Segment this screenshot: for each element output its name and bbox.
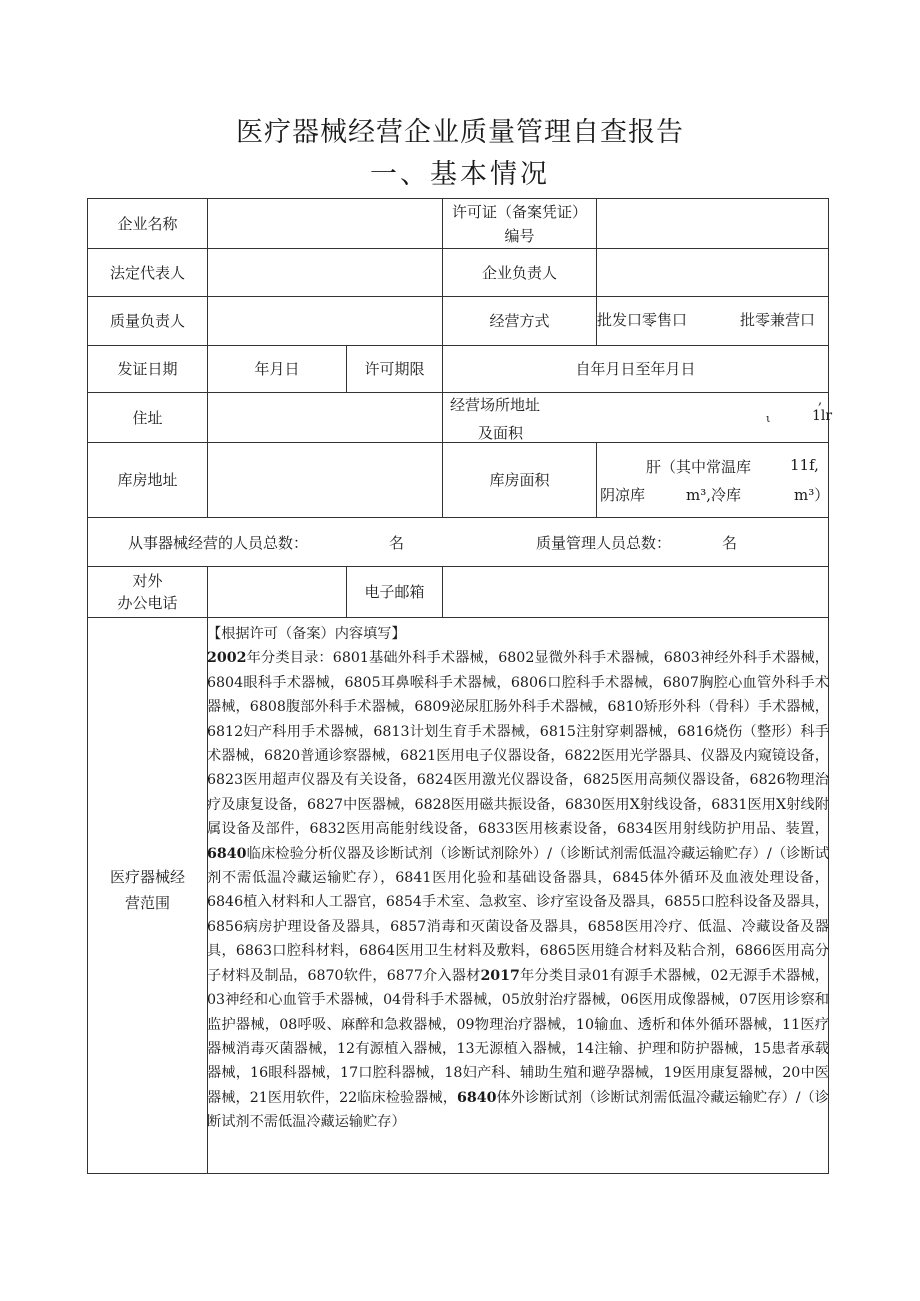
- scope-6840-b-text: 体外诊断试剂（诊断试剂需低温冷藏运输贮存）/（诊断试剂不需低温冷藏运输贮存）: [207, 1089, 829, 1131]
- document-title: 医疗器械经营企业质量管理自查报告: [236, 117, 684, 148]
- scope-2017-year: 2017: [480, 967, 520, 984]
- premises-mark-small: ι: [766, 412, 771, 425]
- premises-area-unit: 1lr: [812, 408, 833, 424]
- license-no-field[interactable]: [597, 199, 828, 248]
- mode-wholesale-retail-option[interactable]: 批发口零售口: [597, 311, 688, 329]
- premises-mark-comma: ,: [818, 393, 823, 408]
- quality-head-label: 质量负责人: [109, 312, 185, 330]
- phone-label-line1: 对外: [132, 572, 163, 590]
- legal-rep-field[interactable]: [208, 249, 442, 296]
- scope-2002-year: 2002: [207, 650, 247, 667]
- warehouse-addr-label: 库房地址: [117, 471, 178, 489]
- scope-label: [88, 860, 207, 920]
- scope-label-line2: 营范围: [124, 894, 170, 912]
- scope-intro: 【根据许可（备案）内容填写】: [207, 626, 406, 642]
- premises-label-line1: 经营场所地址: [450, 396, 541, 414]
- company-name-label: 企业名称: [117, 214, 178, 233]
- warehouse-area-unit2: m³）: [794, 486, 830, 504]
- qm-total-unit: 名: [722, 534, 738, 552]
- validity-label: 许可期限: [364, 360, 425, 378]
- license-no-label-line1: 许可证（备案凭证）: [451, 202, 587, 221]
- issue-date-field[interactable]: 年月日: [254, 360, 300, 378]
- license-no-label-line2: 编号: [504, 226, 535, 245]
- scope-2002-text: 年分类目录：6801基础外科手术器械，6802显微外科手术器械，6803神经外科手术器械，6804眼科手术器械，6805耳鼻喉科手术器械，6806口腔科手术器械，6807胸腔心血管外科手术器械，6808腹部外科手术器械，6809泌尿肛肠外科手术器械，6810矫形外科（骨科）手术器械，6812妇产科用手术器械，6813计划生育手术器械，6815注射穿刺器械，6816烧伤（整形）科手术器械，6820普通诊察器械，6821医用电子仪器设备，6822医用光学器具、仪器及内窥镜设备，6823医用超声仪器及有关设备，6824医用激光仪器设备，6825医用高频仪器设备，6826物理治疗及康复设备，6827中医器械，6828医用磁共振设备，6830医用X射线设备，6831医用X射线附属设备及部件，6832医用高能射线设备，6833医用核素设备，6834医用射线防护用品、装置，: [207, 650, 829, 838]
- company-head-field[interactable]: [597, 249, 828, 296]
- warehouse-area-line2: 阴凉库: [600, 486, 646, 504]
- scope-label-line1: 医疗器械经: [109, 868, 185, 886]
- warehouse-area-line1: 肝（其中常温库: [646, 458, 752, 476]
- company-name-field[interactable]: [208, 199, 442, 248]
- phone-label-line2: 办公电话: [117, 594, 178, 612]
- validity-field[interactable]: 自年月日至年月日: [575, 360, 696, 378]
- staff-total-unit: 名: [389, 534, 405, 552]
- quality-head-field[interactable]: [208, 297, 442, 345]
- phone-field[interactable]: [208, 567, 346, 617]
- phone-label: [88, 567, 207, 617]
- business-scope-text: [207, 622, 829, 1135]
- staff-total-label: 从事器械经营的人员总数：: [128, 534, 309, 552]
- address-label: 住址: [132, 408, 163, 427]
- scope-body: [207, 646, 829, 1134]
- scope-6840-a-text: 临床检验分析仪器及诊断试剂（诊断试剂除外）/（诊断试剂需低温冷藏运输贮存）/（诊断试剂不需低温冷藏运输贮存），6841医用化验和基础设备器具，6845体外循环及血液处理设备，6846植入材料和人工器官，6854手术室、急救室、诊疗室设备及器具，6855口腔科设备及器具，6856病房护理设备及器具，6857消毒和灭菌设备及器具，6858医用冷疗、低温、冷藏设备及器具，6863口腔科材料，6864医用卫生材料及敷料，6865医用缝合材料及粘合剂，6866医用高分子材料及制品，6870软件，6877介入器材: [207, 845, 829, 984]
- warehouse-area-label: 库房面积: [489, 471, 550, 489]
- company-head-label: 企业负责人: [481, 263, 557, 282]
- warehouse-area-cold: m³,冷库: [686, 486, 742, 504]
- premises-label-line2: 及面积: [478, 424, 524, 442]
- section-heading: 一、基本情况: [370, 159, 550, 190]
- qm-total-label: 质量管理人员总数：: [536, 534, 672, 552]
- issue-date-label: 发证日期: [117, 360, 178, 378]
- warehouse-area-unit1: 11f,: [790, 456, 819, 474]
- warehouse-addr-field[interactable]: [208, 443, 442, 517]
- address-field[interactable]: [208, 393, 442, 442]
- business-mode-label: 经营方式: [489, 312, 550, 330]
- license-no-label: [443, 199, 596, 248]
- scope-2017-text: 年分类目录01有源手术器械，02无源手术器械，03神经和心血管手术器械，04骨科手术器械，05放射治疗器械，06医用成像器械，07医用诊察和监护器械，08呼吸、麻醉和急救器械，09物理治疗器械，10输血、透析和体外循环器械，11医疗器械消毒灭菌器械，12有源植入器械，13无源植入器械，14注输、护理和防护器械，15患者承载器械，16眼科器械，17口腔科器械，18妇产科、辅助生殖和避孕器械，19医用康复器械，20中医器械，21医用软件，22临床检验器械，: [207, 967, 830, 1106]
- legal-rep-label: 法定代表人: [109, 263, 185, 282]
- scope-6840-b: 6840: [456, 1089, 497, 1106]
- email-field[interactable]: [443, 567, 828, 617]
- scope-6840-a: 6840: [207, 845, 247, 862]
- email-label: 电子邮箱: [364, 583, 425, 601]
- mode-both-option[interactable]: 批零兼营口: [740, 311, 816, 329]
